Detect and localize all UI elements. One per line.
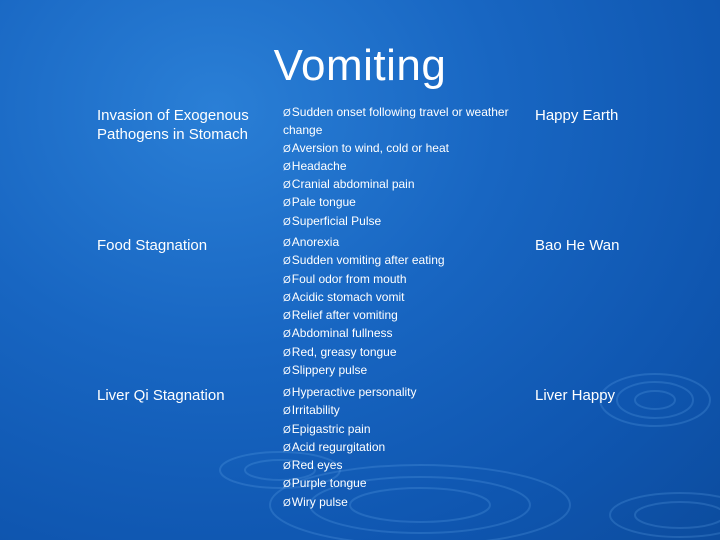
- bullet-arrow-icon: Ø: [283, 108, 291, 119]
- symptom-text: Red eyes: [291, 458, 343, 473]
- bullet-arrow-icon: Ø: [283, 442, 291, 454]
- symptom-list: [283, 104, 523, 231]
- bullet-arrow-icon: Ø: [283, 366, 291, 378]
- bullet-arrow-icon: Ø: [283, 497, 291, 509]
- bullet-arrow-icon: Ø: [283, 311, 291, 323]
- symptom-text: Abdominal fullness: [291, 326, 393, 341]
- slide-title: Vomiting: [273, 41, 447, 90]
- symptom-item: [283, 176, 523, 194]
- symptom-item: [283, 475, 523, 493]
- symptom-item: [283, 213, 523, 231]
- symptom-item: [283, 325, 523, 343]
- symptom-item: [283, 344, 523, 362]
- bullet-arrow-icon: Ø: [283, 406, 291, 418]
- symptom-text: Sudden onset following travel or weather change: [283, 105, 509, 138]
- symptom-text: Purple tongue: [291, 476, 367, 491]
- condition-label: Invasion of Exogenous Pathogens in Stomach: [97, 107, 249, 143]
- symptom-item: [283, 421, 523, 439]
- bullet-arrow-icon: Ø: [283, 388, 291, 399]
- bullet-arrow-icon: Ø: [283, 292, 291, 304]
- bullet-arrow-icon: Ø: [283, 180, 291, 192]
- remedy-label: Bao He Wan: [535, 237, 620, 254]
- symptom-list: [283, 384, 523, 512]
- symptom-text: Hyperactive personality: [291, 385, 417, 399]
- symptom-item: [283, 158, 523, 176]
- symptom-item: [283, 384, 523, 402]
- symptom-item: [283, 457, 523, 475]
- symptom-text: Red, greasy tongue: [291, 344, 397, 359]
- symptom-item: [283, 271, 523, 289]
- symptom-text: Epigastric pain: [291, 421, 371, 436]
- symptom-item: [283, 439, 523, 457]
- symptom-list: [283, 234, 523, 380]
- bullet-arrow-icon: Ø: [283, 238, 291, 249]
- symptom-text: Acidic stomach vomit: [291, 289, 405, 304]
- symptom-item: [283, 234, 523, 252]
- bullet-arrow-icon: Ø: [283, 274, 291, 286]
- symptom-item: [283, 289, 523, 307]
- symptom-text: Cranial abdominal pain: [291, 177, 415, 192]
- symptom-item: [283, 252, 523, 270]
- condition-label: Food Stagnation: [97, 237, 208, 254]
- symptom-item: [283, 140, 523, 158]
- bullet-arrow-icon: Ø: [283, 256, 291, 268]
- symptom-text: Anorexia: [291, 235, 340, 249]
- symptom-item: [283, 194, 523, 212]
- bullet-arrow-icon: Ø: [283, 479, 291, 491]
- symptom-item: [283, 362, 523, 380]
- bullet-arrow-icon: Ø: [283, 347, 291, 359]
- remedy-label: Happy Earth: [535, 107, 619, 124]
- condition-label: Liver Qi Stagnation: [97, 387, 225, 404]
- symptom-text: Foul odor from mouth: [291, 271, 407, 286]
- symptom-text: Headache: [291, 158, 347, 173]
- symptom-text: Slippery pulse: [291, 363, 368, 378]
- symptom-text: Acid regurgitation: [291, 439, 386, 454]
- bullet-arrow-icon: Ø: [283, 198, 291, 210]
- symptom-text: Relief after vomiting: [291, 308, 398, 323]
- symptom-text: Aversion to wind, cold or heat: [291, 140, 449, 155]
- symptom-item: [283, 494, 523, 512]
- symptom-item: [283, 104, 523, 140]
- symptom-item: [283, 307, 523, 325]
- bullet-arrow-icon: Ø: [283, 143, 291, 155]
- symptom-text: Irritability: [291, 403, 340, 418]
- symptom-text: Wiry pulse: [291, 494, 348, 509]
- symptom-text: Pale tongue: [291, 195, 356, 210]
- symptom-text: Sudden vomiting after eating: [291, 253, 445, 268]
- bullet-arrow-icon: Ø: [283, 461, 291, 473]
- symptom-text: Superficial Pulse: [291, 213, 382, 228]
- bullet-arrow-icon: Ø: [283, 216, 291, 228]
- symptom-item: [283, 402, 523, 420]
- bullet-arrow-icon: Ø: [283, 424, 291, 436]
- bullet-arrow-icon: Ø: [283, 329, 291, 341]
- bullet-arrow-icon: Ø: [283, 161, 291, 173]
- remedy-label: Liver Happy: [535, 387, 616, 404]
